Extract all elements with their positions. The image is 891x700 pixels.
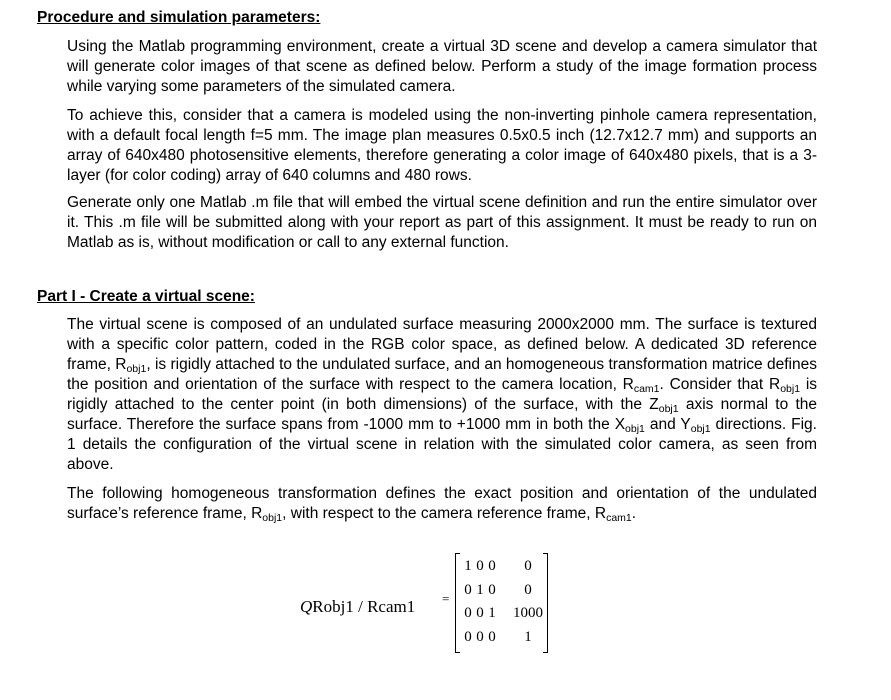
matrix-row [461, 580, 543, 600]
matrix-cell: 1 [464, 558, 472, 574]
frame-symbol: R [622, 376, 634, 393]
matrix-cell: 0 [488, 581, 496, 598]
matrix-row [461, 627, 543, 647]
matrix-row [461, 556, 543, 576]
frame-subscript: obj1 [780, 383, 801, 395]
transformation-matrix [455, 553, 548, 653]
axis-subscript: obj1 [658, 403, 679, 415]
matrix-cell: 0 [464, 628, 472, 645]
matrix-cell: 0 [464, 605, 472, 621]
axis-symbol: Z [649, 396, 659, 413]
text-run: and [644, 416, 681, 433]
equals-sign: = [442, 591, 450, 606]
axis-symbol: X [614, 416, 626, 433]
frame-symbol: R [115, 356, 127, 373]
matrix-left-bracket [455, 553, 460, 653]
equation-lhs [300, 597, 415, 617]
axis-symbol: Y [680, 416, 691, 433]
paragraph-camera-model: To achieve this, consider that a camera is modeled using the non-inverting pinhole camera representation, with a default focal length f=5 mm. The image plan measures 0.5x0.5 inch (12.7x12.7 mm) and supports an array of 640x480 photosensitive elements, therefore generating a color image of 640x480 pixels, that is a 3-layer (for color coding) array of 640 columns and 480 rows. [67, 107, 817, 184]
text-run: . Consider that [659, 376, 769, 393]
text-run: The following homogeneous transformation defines the exact position and orientation of the undulated surface’s reference frame, [67, 485, 817, 522]
matrix-cell: 1000 [513, 605, 543, 621]
section-heading-procedure: Procedure and simulation parameters: [37, 9, 321, 26]
matrix-cell: 0 [476, 605, 484, 621]
text-run: directions. Fig. 1 details the configuration of the virtual scene in relation with the simulated color camera, as seen from above. [67, 416, 817, 473]
matrix-cell: 1 [488, 605, 496, 621]
matrix-cell: 1 [524, 628, 532, 645]
text-run: The virtual scene is composed of an undulated surface measuring 2000x2000 mm. The surface is textured with a specific color pattern, coded in the RGB color space, as defined below. A dedicated 3D reference frame, [67, 316, 817, 373]
matrix-row [461, 603, 543, 623]
paragraph-transformation [67, 484, 817, 524]
axis-subscript: obj1 [690, 423, 711, 435]
transform-label: Robj1 / Rcam1 [312, 597, 416, 616]
frame-symbol: R [594, 505, 607, 522]
frame-symbol: R [251, 505, 263, 522]
matrix-cell: 0 [524, 581, 532, 598]
transform-symbol: Q [300, 597, 313, 616]
paragraph-m-file: Generate only one Matlab .m file that will embed the virtual scene definition and run the entire simulator over it. This .m file will be submitted along with your report as part of this assignment. It must be ready to run on Matlab as is, without modification or call to any external function. [67, 194, 817, 251]
matrix-cell: 1 [476, 581, 484, 598]
frame-subscript: obj1 [262, 512, 283, 524]
matrix-cell: 0 [524, 558, 532, 574]
frame-subscript: cam1 [633, 383, 660, 395]
text-run: , with respect to the camera reference frame, [282, 505, 595, 522]
matrix-cell: 0 [476, 558, 484, 574]
text-run: axis normal to the surface. Therefore the surface spans from -1000 mm to +1000 mm in both the [67, 396, 817, 433]
paragraph-intro: Using the Matlab programming environment, create a virtual 3D scene and develop a camera simulator that will generate color images of that scene as defined below. Perform a study of the image formation process while varying some parameters of the simulated camera. [67, 38, 817, 95]
text-run: is rigidly attached to the center point (in both dimensions) of the surface, with the [67, 376, 818, 413]
text-run: , is rigidly attached to the undulated surface, and an homogeneous transformation matrice defines the position and orientation of the surface with respect to the camera location, [67, 356, 817, 393]
matrix-cell: 0 [488, 628, 496, 645]
matrix-cell: 0 [464, 581, 472, 598]
paragraph-virtual-scene [67, 315, 817, 475]
section-heading-part1: Part I - Create a virtual scene: [37, 288, 255, 305]
frame-subscript: obj1 [126, 363, 147, 375]
axis-subscript: obj1 [625, 423, 645, 435]
matrix-cell: 0 [488, 558, 496, 574]
matrix-cell: 0 [476, 628, 484, 645]
frame-symbol: R [769, 376, 781, 393]
text-run: . [631, 505, 637, 522]
frame-subscript: cam1 [606, 512, 632, 524]
